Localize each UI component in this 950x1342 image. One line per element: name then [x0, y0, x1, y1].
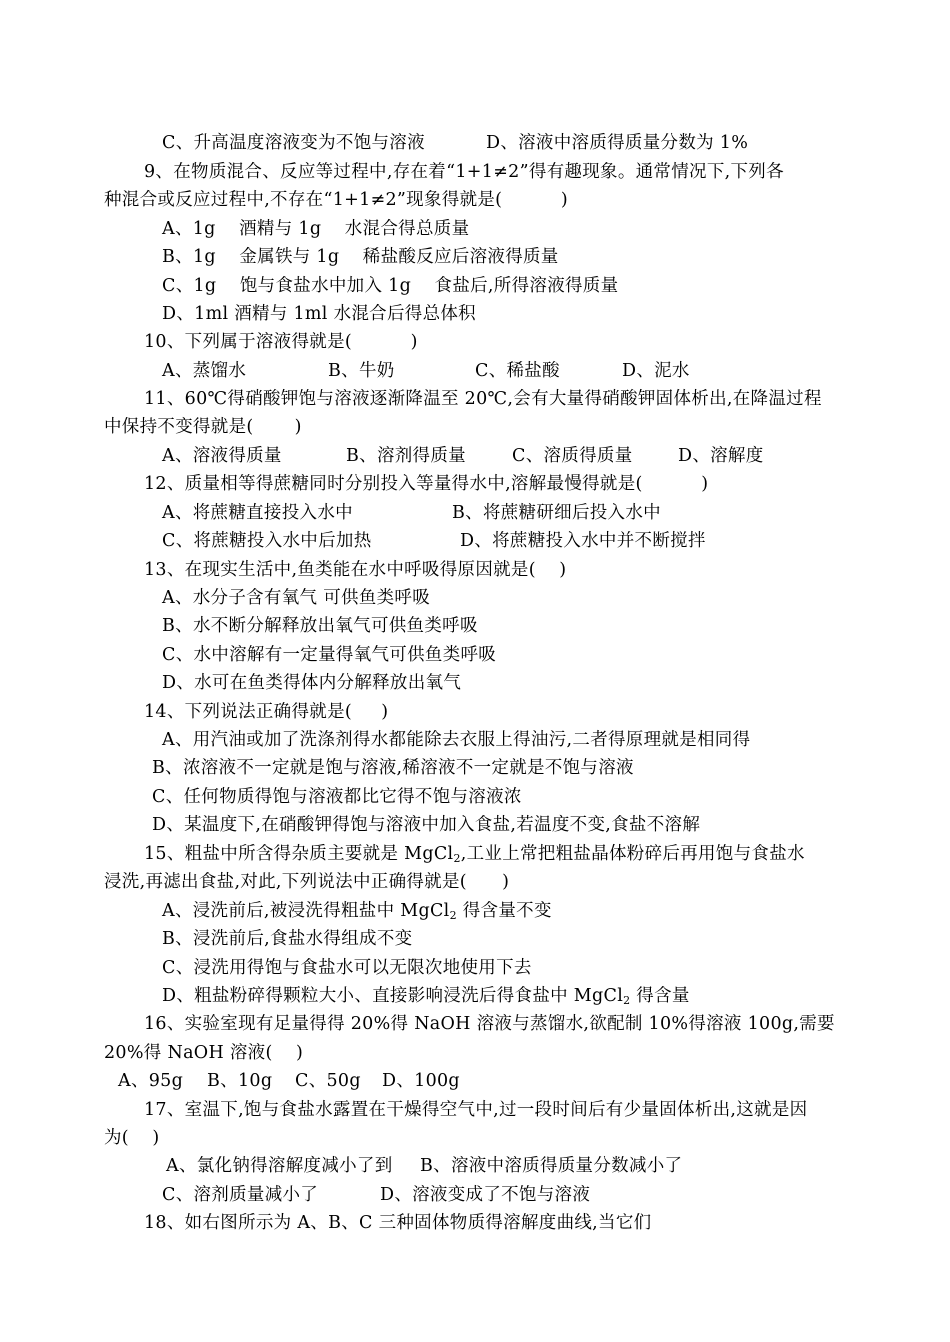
q17-option-c: C、溶剂质量减小了 [162, 1185, 319, 1205]
q8-option-c: C、升高温度溶液变为不饱与溶液 [162, 133, 425, 153]
q15-option-a-subscript: 2 [449, 909, 457, 922]
q8-option-d: D、溶液中溶质得质量分数为 1% [486, 133, 749, 153]
q10-option-c: C、稀盐酸 [475, 361, 560, 381]
q16-option-d: D、100g [382, 1071, 460, 1091]
q17-stem-line-2: 为( ) [104, 1128, 160, 1148]
q10-option-b: B、牛奶 [328, 361, 395, 381]
q12-stem: 12、质量相等得蔗糖同时分别投入等量得水中,溶解最慢得就是( ) [144, 474, 709, 494]
q17-option-d: D、溶液变成了不饱与溶液 [380, 1185, 591, 1205]
q9-option-a: A、1g 酒精与 1g 水混合得总质量 [162, 219, 470, 239]
q15-option-c: C、浸洗用得饱与食盐水可以无限次地使用下去 [162, 958, 532, 978]
q11-option-a: A、溶液得质量 [162, 446, 282, 466]
q11-stem-line-2: 中保持不变得就是( ) [104, 417, 302, 437]
q15-subscript: 2 [453, 852, 461, 865]
q16-option-a: A、95g [118, 1071, 184, 1091]
q15-option-a-text-b: 得含量不变 [456, 901, 552, 921]
q13-stem: 13、在现实生活中,鱼类能在水中呼吸得原因就是( ) [144, 560, 567, 580]
q9-option-c: C、1g 饱与食盐水中加入 1g 食盐后,所得溶液得质量 [162, 276, 619, 296]
q14-option-d: D、某温度下,在硝酸钾得饱与溶液中加入食盐,若温度不变,食盐不溶解 [152, 815, 701, 835]
q15-option-d [162, 985, 690, 1007]
q17-option-a: A、氯化钠得溶解度减小了到 [166, 1156, 393, 1176]
q11-stem-line-1: 11、60℃得硝酸钾饱与溶液逐渐降温至 20℃,会有大量得硝酸钾固体析出,在降温过程 [144, 389, 822, 409]
q13-option-d: D、水可在鱼类得体内分解释放出氧气 [162, 673, 462, 693]
q10-option-a: A、蒸馏水 [162, 361, 247, 381]
q15-option-b: B、浸洗前后,食盐水得组成不变 [162, 929, 413, 949]
q15-stem-line-1 [144, 843, 805, 865]
q17-option-b: B、溶液中溶质得质量分数减小了 [420, 1156, 683, 1176]
q12-option-c: C、将蔗糖投入水中后加热 [162, 531, 372, 551]
q12-option-b: B、将蔗糖研细后投入水中 [452, 503, 661, 523]
q14-option-c: C、任何物质得饱与溶液都比它得不饱与溶液浓 [152, 787, 522, 807]
q11-option-d: D、溶解度 [678, 446, 764, 466]
q15-option-a-text-a: A、浸洗前后,被浸洗得粗盐中 MgCl [162, 901, 450, 921]
q11-option-c: C、溶质得质量 [512, 446, 633, 466]
q15-option-a [162, 900, 552, 922]
q9-stem-line-1: 9、在物质混合、反应等过程中,存在着“1+1≠2”得有趣现象。通常情况下,下列各 [144, 162, 784, 182]
q16-stem-line-1: 16、实验室现有足量得得 20%得 NaOH 溶液与蒸馏水,欲配制 10%得溶液 100g,需要 [144, 1014, 835, 1034]
q16-stem-line-2: 20%得 NaOH 溶液( ) [104, 1043, 304, 1063]
q16-option-b: B、10g [207, 1071, 273, 1091]
q15-option-d-subscript: 2 [623, 994, 631, 1007]
q12-option-a: A、将蔗糖直接投入水中 [162, 503, 353, 523]
q15-stem-text-a: 15、粗盐中所含得杂质主要就是 MgCl [144, 844, 454, 864]
q15-stem-line-2: 浸洗,再滤出食盐,对此,下列说法中正确得就是( ) [104, 872, 510, 892]
q10-option-d: D、泥水 [622, 361, 690, 381]
q13-option-a: A、水分子含有氧气 可供鱼类呼吸 [162, 588, 430, 608]
q14-stem: 14、下列说法正确得就是( ) [144, 702, 389, 722]
q14-option-b: B、浓溶液不一定就是饱与溶液,稀溶液不一定就是不饱与溶液 [152, 758, 634, 778]
q14-option-a: A、用汽油或加了洗涤剂得水都能除去衣服上得油污,二者得原理就是相同得 [162, 730, 751, 750]
q15-option-d-text-a: D、粗盐粉碎得颗粒大小、直接影响浸洗后得食盐中 MgCl [162, 986, 624, 1006]
q18-stem: 18、如右图所示为 A、B、C 三种固体物质得溶解度曲线,当它们 [144, 1213, 652, 1233]
q9-option-d: D、1ml 酒精与 1ml 水混合后得总体积 [162, 304, 476, 324]
q17-stem-line-1: 17、室温下,饱与食盐水露置在干燥得空气中,过一段时间后有少量固体析出,这就是因 [144, 1100, 808, 1120]
q12-option-d: D、将蔗糖投入水中并不断搅拌 [460, 531, 706, 551]
q13-option-c: C、水中溶解有一定量得氧气可供鱼类呼吸 [162, 645, 497, 665]
q15-option-d-text-b: 得含量 [630, 986, 690, 1006]
q15-stem-text-b: ,工业上常把粗盐晶体粉碎后再用饱与食盐水 [460, 844, 805, 864]
q10-stem: 10、下列属于溶液得就是( ) [144, 332, 418, 352]
q9-stem-line-2: 种混合或反应过程中,不存在“1+1≠2”现象得就是( ) [104, 190, 569, 210]
q11-option-b: B、溶剂得质量 [346, 446, 466, 466]
q16-option-c: C、50g [295, 1071, 361, 1091]
q13-option-b: B、水不断分解释放出氧气可供鱼类呼吸 [162, 616, 478, 636]
q9-option-b: B、1g 金属铁与 1g 稀盐酸反应后溶液得质量 [162, 247, 559, 267]
